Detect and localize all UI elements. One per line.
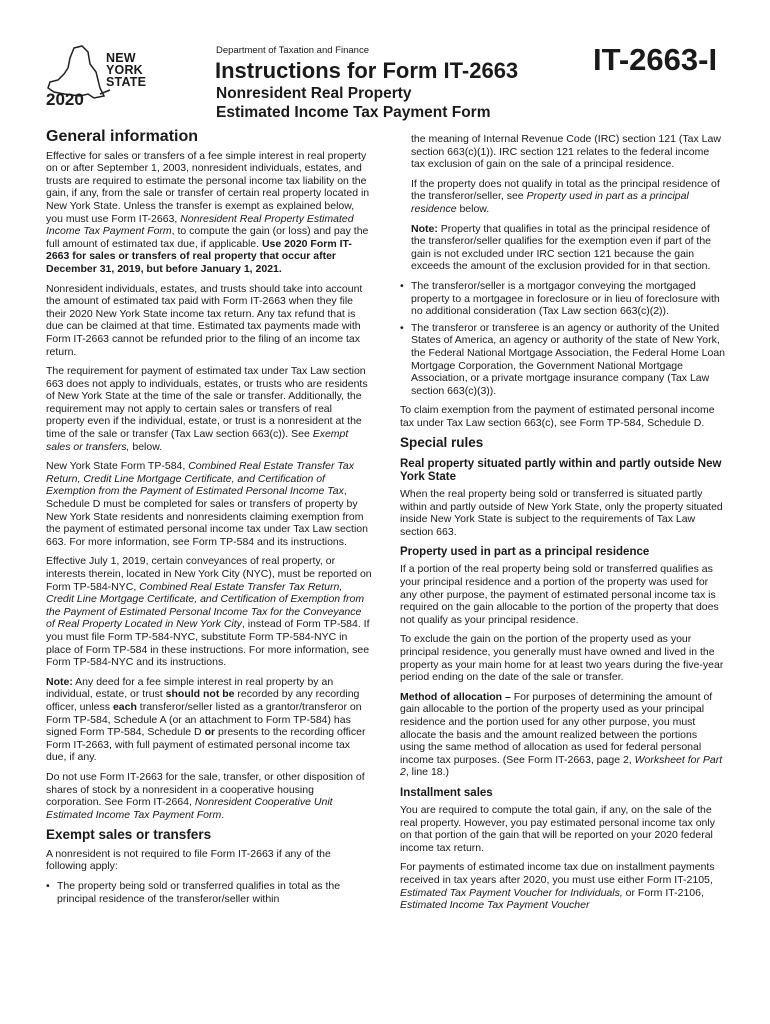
- paragraph-exclude-gain: To exclude the gain on the portion of the property used as your principal residence, you generally must have owned and lived in the property as your main home for at least two years during the five-year period ending on the date of the sale or transfer.: [400, 633, 724, 684]
- left-column: [46, 128, 372, 912]
- heading-installment-sales: Installment sales: [400, 786, 493, 799]
- nys-logo: [44, 44, 154, 114]
- heading-general-information: General information: [46, 128, 199, 145]
- paragraph-tp584: New York State Form TP-584, Combined Real Estate Transfer Tax Return, Credit Line Mortgage Certificate, and Certification of Exemption from the Payment of Estimated Personal Income Tax, Schedule D must be completed for sales or transfers of property by New York State residents and nonresidents claiming exemption from the payment of estimated personal income tax under Tax Law section 663. For more information, see Form TP-584 and its instructions.: [46, 460, 368, 548]
- page-title: Instructions for Form IT-2663: [215, 58, 519, 83]
- paragraph-portion-residence: If a portion of the real property being sold or transferred qualifies as your principal residence and a portion of the property was used for any other purpose, the payment of estimated personal income tax is required on the gain allocable to the portion of the property that does not qualify as your principal residence.: [400, 563, 719, 626]
- paragraph-exempt-intro: A nonresident is not required to file Form IT-2663 if any of the following apply:: [46, 847, 331, 873]
- department-name: Department of Taxation and Finance: [216, 45, 369, 56]
- paragraph-nonresident-refund: Nonresident individuals, estates, and trusts should take into account the amount of estimated tax paid with Form IT-2663 when they file their 2020 New York State income tax return. Any tax refund that is due can be claimed at that time. Estimated tax payments made with Form IT-2663 cannot be refunded prior to the filing of an income tax return.: [46, 282, 363, 358]
- form-year: 2020: [46, 90, 84, 109]
- logo-line-new: NEW: [106, 51, 136, 65]
- paragraph-not-qualify: If the property does not qualify in total as the principal residence of the transferor/seller, see Property used in part as a principal residence below.: [411, 177, 720, 215]
- logo-text: [106, 52, 146, 88]
- paragraph-installment-gain: You are required to compute the total gain, if any, on the sale of the real property. However, you pay estimated personal income tax only on that portion of the gain that will be reported on your 2020 federal income tax return.: [400, 803, 715, 854]
- exempt-list-continued: [400, 280, 725, 397]
- paragraph-tp584-nyc: Effective July 1, 2019, certain conveyances of real property, or interests therein, located in New York City (NYC), must be reported on Form TP-584-NYC, Combined Real Estate Transfer Tax Return, Credit Line Mortgage Certificate, and Certification of Exemption from the Payment of Estimated Personal Income Tax for the Conveyance of Real Property Located in New York City, instead of Form TP-584. If you must file Form TP-584-NYC, substitute Form TP-584-NYC in place of Form TP-584 in these instructions. For more information, see Form TP-584-NYC and its instructions.: [46, 555, 372, 669]
- heading-special-rules: Special rules: [400, 435, 484, 451]
- subtitle-line-2: Estimated Income Tax Payment Form: [216, 104, 491, 121]
- form-number: IT-2663-I: [593, 42, 718, 77]
- paragraph-partly-within: When the real property being sold or transferred is situated partly within and partly outside of New York State, only the property situated inside New York State is subject to the requirements of Tax Law section 663.: [400, 488, 723, 538]
- heading-principal-residence-part: Property used in part as a principal residence: [400, 546, 650, 559]
- page-subtitle: [216, 84, 491, 122]
- heading-partly-within: Real property situated partly within and partly outside New York State: [400, 458, 722, 484]
- logo-line-state: STATE: [106, 75, 147, 89]
- paragraph-note-deed: Note: Any deed for a fee simple interest in real property by an individual, estate, or trust should not be recorded by any recording officer, unless each transferor/seller listed as a grantor/transferor on Form TP-584, Schedule A (or an attachment to Form TP-584) has signed Form TP-584, Schedule D or presents to the recording officer Form IT-2663, with full payment of estimated personal income tax due, if any.: [46, 675, 366, 764]
- paragraph-irc-121: the meaning of Internal Revenue Code (IRC) section 121 (Tax Law section 663(c)(1)). IRC section 121 relates to the federal income tax exclusion of gain on the sale of a principal residence.: [411, 133, 721, 171]
- paragraph-effective-sales: Effective for sales or transfers of a fee simple interest in real property on or after September 1, 2003, nonresident individuals, estates, and trusts are required to estimate the personal income tax liability on the gain, if any, from the sale or transfer of certain real property located in New York State. Unless the transfer is exempt as explained below, you must use Form IT-2663, Nonresident Real Property Estimated Income Tax Payment Form, to compute the gain (or loss) and pay the full amount of estimated tax due, if applicable. Use 2020 Form IT-2663 for sales or transfers of real property that occur after December 31, 2019, but before January 1, 2021.: [46, 149, 370, 275]
- paragraph-requirement: The requirement for payment of estimated tax under Tax Law section 663 does not apply to individuals, estates, or trusts who are residents of New York State at the time of the sale or transfer. Additionally, the requirement may not apply to certain sales or transfers of real property even if the individual, estate, or trust is a nonresident at the time of the sale or transfer (Tax Law section 663(c)). See Exempt sales or transfers, below.: [46, 365, 368, 453]
- subtitle-line-1: Nonresident Real Property: [216, 85, 412, 102]
- list-item: • The transferor/seller is a mortgagor conveying the mortgaged property to a mortgagee in foreclosure or in lieu of foreclosure with no additional consideration (Tax Law section 663(c)(2)).: [400, 280, 725, 318]
- list-item: • The transferor or transferee is an agency or authority of the United States of America, an agency or authority of the state of New York, the Federal National Mortgage Association, the Federal Home Loan Mortgage Corporation, the Government National Mortgage Association, or a private mortgage insurance company (Tax Law section 663(c)(3)).: [400, 322, 725, 398]
- heading-exempt-sales: Exempt sales or transfers: [46, 827, 212, 843]
- paragraph-installment-payments: For payments of estimated income tax due on installment payments received in tax years after 2020, you must use either Form IT-2105, Estimated Tax Payment Voucher for Individuals, or Form IT-2106, Estimated Income Tax Payment Voucher: [400, 861, 715, 912]
- paragraph-method-allocation: Method of allocation – For purposes of determining the amount of gain allocable to the portion of the property used as your principal residence and the portion used for any other purpose, you must allocate the basis and the amount realized between the portions using the same method of allocation as used for federal personal income tax purposes. (See Form IT-2663, page 2, Worksheet for Part 2, line 18.): [400, 690, 723, 779]
- right-column: [400, 133, 725, 919]
- list-item: • The property being sold or transferred qualifies in total as the principal residence of the transferor/seller within: [46, 880, 372, 905]
- exempt-list: [46, 880, 372, 905]
- logo-line-york: YORK: [106, 63, 143, 77]
- paragraph-claim-exemption: To claim exemption from the payment of estimated personal income tax under Tax Law section 663(c), see Form TP-584, Schedule D.: [400, 404, 715, 429]
- paragraph-cooperative: Do not use Form IT-2663 for the sale, transfer, or other disposition of shares of stock by a nonresident in a cooperative housing corporation. See Form IT-2664, Nonresident Cooperative Unit Estimated Income Tax Payment Form.: [46, 770, 365, 821]
- paragraph-note-qualifies: Note: Property that qualifies in total as the principal residence of the transferor/seller qualifies for the exemption even if part of the gain is not excluded under IRC section 121 because the gain exceeds the amount of the exclusion provided for in that section.: [411, 222, 711, 273]
